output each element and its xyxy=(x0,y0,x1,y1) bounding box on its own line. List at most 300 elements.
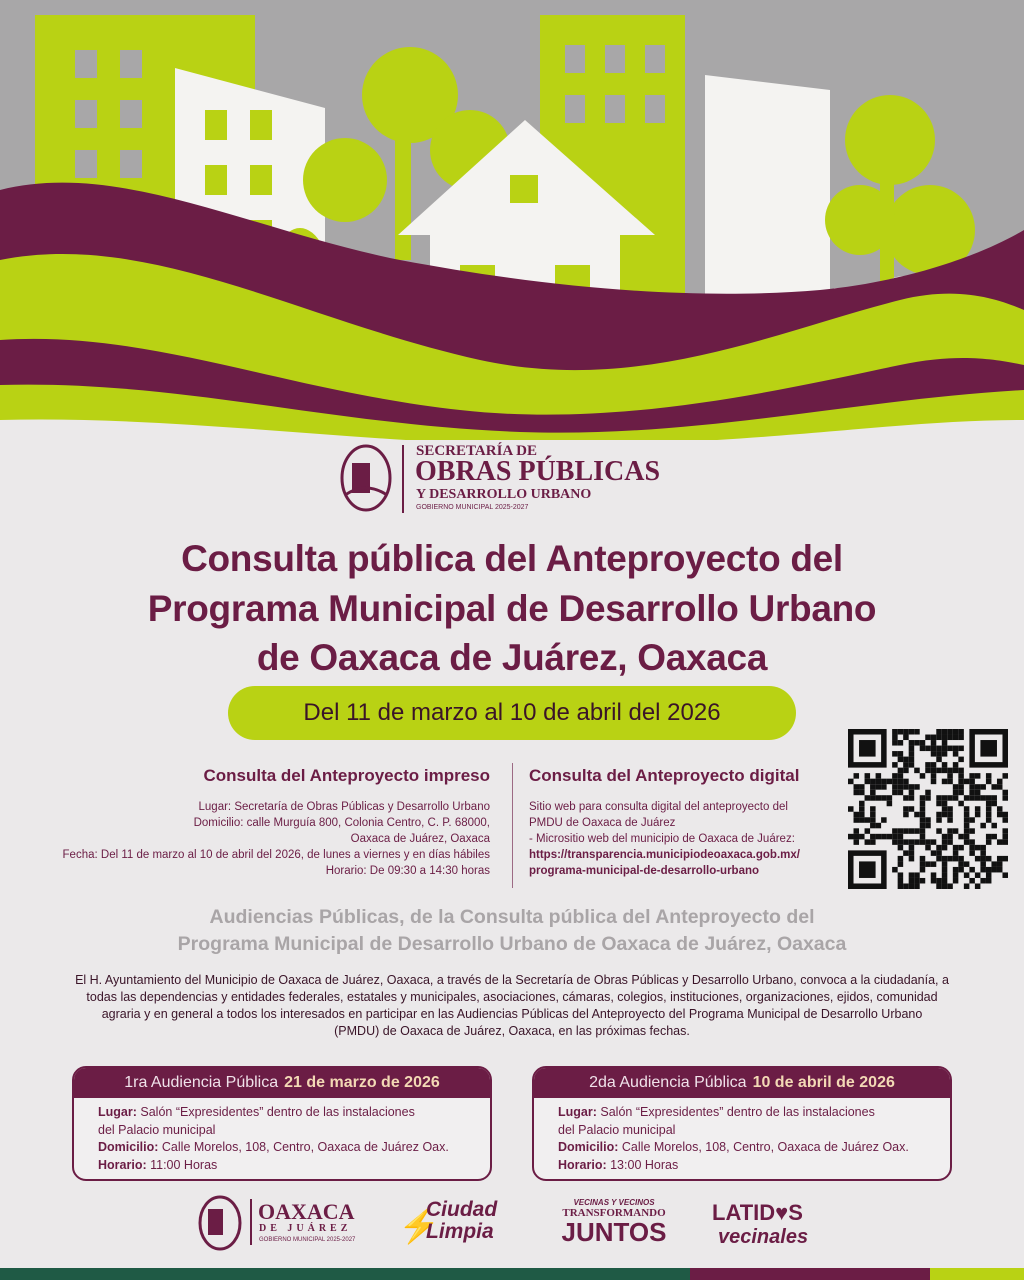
qr-module xyxy=(870,784,876,790)
qr-module xyxy=(903,795,909,801)
printed-line: Domicilio: calle Murguía 800, Colonia Centro, C. P. 68000, xyxy=(193,817,490,829)
qr-module xyxy=(914,784,920,790)
domicilio-value: Calle Morelos, 108, Centro, Oaxaca de Juárez Oax. xyxy=(621,1140,909,1154)
footer-strip-lime xyxy=(930,1268,1024,1280)
qr-module xyxy=(953,856,959,862)
qr-module xyxy=(942,856,948,862)
qr-module xyxy=(925,762,931,768)
qr-module xyxy=(920,856,926,862)
digital-details xyxy=(529,799,849,879)
digital-heading: Consulta del Anteproyecto digital xyxy=(529,766,800,785)
qr-module xyxy=(903,762,909,768)
qr-module xyxy=(969,784,975,790)
qr-module xyxy=(865,828,871,834)
qr-module xyxy=(964,795,970,801)
paragraph-line: (PMDU) de Oaxaca de Juárez, Oaxaca, en las próximas fechas. xyxy=(334,1024,690,1038)
qr-module xyxy=(936,883,942,889)
qr-module xyxy=(909,790,915,796)
qr-module xyxy=(854,817,860,823)
qr-module xyxy=(964,779,970,785)
qr-module xyxy=(958,861,964,867)
latidos-logo xyxy=(712,1200,832,1249)
qr-module xyxy=(920,839,926,845)
printed-line: Oaxaca de Juárez, Oaxaca xyxy=(350,833,490,845)
qr-module xyxy=(969,790,975,796)
hearing-header xyxy=(74,1068,490,1098)
qr-module xyxy=(958,773,964,779)
qr-module xyxy=(898,834,904,840)
lugar-value-cont: del Palacio municipal xyxy=(558,1122,676,1137)
qr-module xyxy=(909,845,915,851)
qr-module xyxy=(958,757,964,763)
qr-module xyxy=(892,790,898,796)
qr-module xyxy=(969,867,975,873)
qr-module xyxy=(975,795,981,801)
qr-module xyxy=(997,861,1003,867)
qr-module xyxy=(975,773,981,779)
qr-module xyxy=(909,751,915,757)
printed-line: Lugar: Secretaría de Obras Públicas y Desarrollo Urbano xyxy=(198,801,490,813)
qr-module xyxy=(914,828,920,834)
qr-module xyxy=(975,883,981,889)
qr-code-icon[interactable] xyxy=(848,728,1008,890)
gobierno-text: GOBIERNO MUNICIPAL 2025-2027 xyxy=(259,1237,356,1243)
qr-module xyxy=(1002,834,1008,840)
qr-module xyxy=(997,784,1003,790)
qr-module xyxy=(909,746,915,752)
hearing-card-1 xyxy=(72,1066,492,1181)
qr-module xyxy=(909,828,915,834)
qr-module xyxy=(898,757,904,763)
qr-module xyxy=(942,762,948,768)
qr-module xyxy=(953,746,959,752)
qr-module xyxy=(953,828,959,834)
qr-module xyxy=(991,867,997,873)
qr-module xyxy=(958,834,964,840)
qr-module xyxy=(903,779,909,785)
qr-module xyxy=(975,790,981,796)
qr-module xyxy=(991,861,997,867)
qr-module xyxy=(980,861,986,867)
qr-module xyxy=(914,740,920,746)
qr-module xyxy=(920,795,926,801)
qr-module xyxy=(903,735,909,741)
qr-module xyxy=(964,872,970,878)
qr-module xyxy=(870,779,876,785)
qr-module xyxy=(887,834,893,840)
qr-module xyxy=(942,872,948,878)
qr-module xyxy=(898,790,904,796)
qr-module xyxy=(925,790,931,796)
qr-module xyxy=(980,823,986,829)
qr-module xyxy=(947,817,953,823)
hearing-card-2 xyxy=(532,1066,952,1181)
printed-line: Horario: De 09:30 a 14:30 horas xyxy=(325,865,490,877)
qr-module xyxy=(881,834,887,840)
qr-module xyxy=(898,845,904,851)
qr-module xyxy=(892,751,898,757)
qr-module xyxy=(969,795,975,801)
qr-module xyxy=(958,856,964,862)
qr-module xyxy=(870,806,876,812)
qr-module xyxy=(931,768,937,774)
qr-module xyxy=(947,883,953,889)
qr-module xyxy=(947,768,953,774)
qr-module xyxy=(892,867,898,873)
qr-module xyxy=(854,828,860,834)
qr-module xyxy=(920,867,926,873)
qr-module xyxy=(848,806,854,812)
qr-module xyxy=(969,845,975,851)
qr-module xyxy=(903,839,909,845)
qr-module xyxy=(1002,795,1008,801)
qr-module xyxy=(903,850,909,856)
qr-module xyxy=(980,878,986,884)
qr-module xyxy=(936,856,942,862)
qr-module xyxy=(942,806,948,812)
oaxaca-logo xyxy=(198,1193,368,1253)
hearing-header xyxy=(534,1068,950,1098)
qr-module xyxy=(997,812,1003,818)
qr-module xyxy=(936,828,942,834)
qr-module xyxy=(942,729,948,735)
qr-module xyxy=(975,806,981,812)
qr-module xyxy=(958,735,964,741)
qr-module xyxy=(991,834,997,840)
qr-module xyxy=(914,839,920,845)
paragraph-line: El H. Ayuntamiento del Municipio de Oaxaca de Juárez, Oaxaca, a través de la Secretaría de Obras Públicas y Desarrollo Urbano, convoca a la ciudadanía, a xyxy=(75,973,949,987)
qr-module xyxy=(920,817,926,823)
qr-module xyxy=(898,828,904,834)
qr-module xyxy=(953,790,959,796)
juntos-logo xyxy=(554,1198,674,1245)
qr-module xyxy=(931,872,937,878)
qr-module xyxy=(953,867,959,873)
qr-module xyxy=(942,746,948,752)
qr-module xyxy=(980,795,986,801)
qr-module xyxy=(953,751,959,757)
qr-module xyxy=(986,839,992,845)
qr-module xyxy=(865,817,871,823)
qr-module xyxy=(1002,817,1008,823)
qr-module xyxy=(920,801,926,807)
qr-module xyxy=(947,746,953,752)
qr-module xyxy=(881,795,887,801)
qr-module xyxy=(975,812,981,818)
qr-module xyxy=(898,861,904,867)
printed-heading: Consulta del Anteproyecto impreso xyxy=(203,766,490,785)
qr-module xyxy=(920,773,926,779)
qr-module xyxy=(986,795,992,801)
qr-module xyxy=(964,812,970,818)
qr-module xyxy=(892,735,898,741)
qr-module xyxy=(964,834,970,840)
qr-module xyxy=(958,845,964,851)
qr-module xyxy=(876,784,882,790)
lugar-label: Lugar: xyxy=(558,1105,597,1119)
qr-module xyxy=(892,779,898,785)
qr-module xyxy=(936,795,942,801)
title-line1: Consulta pública del Anteproyecto del xyxy=(181,538,843,579)
municipal-emblem-icon xyxy=(340,443,392,513)
qr-module xyxy=(909,872,915,878)
qr-module xyxy=(931,746,937,752)
microsite-link-cont[interactable]: programa-municipal-de-desarrollo-urbano xyxy=(529,865,760,877)
qr-module xyxy=(859,740,876,757)
qr-module xyxy=(964,823,970,829)
qr-module xyxy=(986,773,992,779)
qr-module xyxy=(870,795,876,801)
qr-module xyxy=(870,839,876,845)
qr-module xyxy=(942,801,948,807)
qr-module xyxy=(942,740,948,746)
qr-module xyxy=(859,801,865,807)
qr-module xyxy=(969,828,975,834)
qr-module xyxy=(936,735,942,741)
qr-module xyxy=(892,784,898,790)
qr-module xyxy=(942,834,948,840)
qr-module xyxy=(887,801,893,807)
qr-module xyxy=(887,795,893,801)
qr-module xyxy=(854,784,860,790)
qr-module xyxy=(1002,872,1008,878)
qr-module xyxy=(958,801,964,807)
qr-module xyxy=(1002,828,1008,834)
city-illustration xyxy=(0,0,1024,440)
qr-module xyxy=(947,806,953,812)
qr-module xyxy=(958,779,964,785)
qr-module xyxy=(986,856,992,862)
qr-module xyxy=(870,812,876,818)
qr-module xyxy=(1002,856,1008,862)
qr-module xyxy=(1002,773,1008,779)
hearing-label: 1ra Audiencia Pública xyxy=(124,1074,279,1091)
digital-line: - Micrositio web del municipio de Oaxaca de Juárez: xyxy=(529,833,795,845)
qr-module xyxy=(903,806,909,812)
qr-module xyxy=(854,790,860,796)
qr-module xyxy=(997,806,1003,812)
qr-module xyxy=(903,768,909,774)
qr-module xyxy=(859,790,865,796)
ciudad-text: Ciudad xyxy=(426,1198,498,1221)
qr-module xyxy=(953,784,959,790)
qr-module xyxy=(942,779,948,785)
qr-module xyxy=(947,828,953,834)
qr-module xyxy=(848,834,854,840)
qr-module xyxy=(881,817,887,823)
qr-module xyxy=(870,834,876,840)
qr-module xyxy=(887,779,893,785)
qr-module xyxy=(859,817,865,823)
lugar-value: Salón “Expresidentes” dentro de las instalaciones xyxy=(140,1105,415,1119)
qr-module xyxy=(848,779,854,785)
qr-module xyxy=(953,845,959,851)
qr-module xyxy=(936,817,942,823)
qr-module xyxy=(958,729,964,735)
qr-module xyxy=(914,883,920,889)
qr-module xyxy=(1002,812,1008,818)
qr-module xyxy=(991,823,997,829)
vecinas-text: VECINAS Y VECINOS xyxy=(573,1198,655,1207)
horario-value: 11:00 Horas xyxy=(150,1157,218,1172)
qr-module xyxy=(898,729,904,735)
qr-module xyxy=(909,729,915,735)
qr-module xyxy=(876,779,882,785)
qr-module xyxy=(914,812,920,818)
qr-module xyxy=(942,812,948,818)
qr-module xyxy=(953,872,959,878)
qr-module xyxy=(909,856,915,862)
qr-module xyxy=(1002,839,1008,845)
qr-module xyxy=(898,779,904,785)
qr-module xyxy=(892,828,898,834)
qr-module xyxy=(909,762,915,768)
horario-label: Horario: xyxy=(558,1157,607,1172)
municipal-emblem-icon xyxy=(198,1195,242,1251)
oaxaca-text: OAXACA xyxy=(258,1199,355,1224)
printed-details xyxy=(0,799,490,879)
qr-module xyxy=(975,784,981,790)
qr-module xyxy=(958,746,964,752)
qr-module xyxy=(931,779,937,785)
qr-module xyxy=(964,883,970,889)
qr-module xyxy=(986,812,992,818)
domicilio-label: Domicilio: xyxy=(98,1140,159,1154)
qr-module xyxy=(936,751,942,757)
qr-module xyxy=(969,817,975,823)
vecinales-text: vecinales xyxy=(718,1226,809,1248)
qr-module xyxy=(936,729,942,735)
qr-module xyxy=(964,806,970,812)
qr-module xyxy=(991,795,997,801)
qr-module xyxy=(980,867,986,873)
qr-module xyxy=(975,872,981,878)
paragraph-line: agraria y en general a todos los interesados en participar en las Audiencias Públicas del Anteproyecto del Programa Municipal de Desarrollo Urbano xyxy=(101,1007,923,1021)
qr-module xyxy=(986,817,992,823)
qr-module xyxy=(1002,790,1008,796)
qr-module xyxy=(975,845,981,851)
qr-module xyxy=(909,878,915,884)
digital-line: Sitio web para consulta digital del anteproyecto del xyxy=(529,801,788,813)
qr-module xyxy=(942,883,948,889)
qr-module xyxy=(947,735,953,741)
qr-module xyxy=(881,784,887,790)
lugar-value: Salón “Expresidentes” dentro de las instalaciones xyxy=(600,1105,875,1119)
qr-module xyxy=(903,729,909,735)
qr-module xyxy=(870,817,876,823)
qr-module xyxy=(920,861,926,867)
paragraph-line: todas las dependencias y entidades federales, estatales y municipales, asociaciones, cámaras, colegios, instituciones, organizaciones, ejidos, comunidad xyxy=(86,990,938,1004)
qr-module xyxy=(925,861,931,867)
qr-module xyxy=(931,740,937,746)
qr-module xyxy=(936,850,942,856)
qr-module xyxy=(936,768,942,774)
logo-line3: Y DESARROLLO URBANO xyxy=(416,487,592,502)
qr-module xyxy=(909,839,915,845)
audiencias-heading-line2: Programa Municipal de Desarrollo Urbano de Oaxaca de Juárez, Oaxaca xyxy=(177,933,847,955)
qr-module xyxy=(898,839,904,845)
qr-module xyxy=(942,751,948,757)
qr-module xyxy=(892,839,898,845)
qr-module xyxy=(859,806,865,812)
qr-module xyxy=(980,856,986,862)
qr-module xyxy=(936,801,942,807)
qr-module xyxy=(909,883,915,889)
printed-line: Fecha: Del 11 de marzo al 10 de abril del 2026, de lunes a viernes y en días hábiles xyxy=(62,849,490,861)
qr-module xyxy=(986,806,992,812)
qr-module xyxy=(909,740,915,746)
qr-module xyxy=(986,834,992,840)
qr-module xyxy=(997,779,1003,785)
qr-module xyxy=(964,828,970,834)
qr-module xyxy=(947,779,953,785)
qr-module xyxy=(920,834,926,840)
qr-module xyxy=(854,812,860,818)
hearing-date: 10 de abril de 2026 xyxy=(752,1074,895,1091)
qr-module xyxy=(936,746,942,752)
qr-module xyxy=(892,729,898,735)
qr-module xyxy=(975,856,981,862)
qr-module xyxy=(969,839,975,845)
logo-line1: SECRETARÍA DE xyxy=(416,443,538,459)
qr-module xyxy=(920,828,926,834)
domicilio-label: Domicilio: xyxy=(558,1140,619,1154)
qr-module xyxy=(947,839,953,845)
qr-module xyxy=(903,757,909,763)
hearing-date: 21 de marzo de 2026 xyxy=(284,1074,440,1091)
qr-module xyxy=(859,812,865,818)
digital-line: PMDU de Oaxaca de Juárez xyxy=(529,817,676,829)
lugar-value-cont: del Palacio municipal xyxy=(98,1122,216,1137)
qr-module xyxy=(898,856,904,862)
qr-module xyxy=(925,746,931,752)
qr-module xyxy=(870,823,876,829)
footer-strip-green xyxy=(0,1268,690,1280)
qr-module xyxy=(925,845,931,851)
qr-module xyxy=(958,784,964,790)
lightning-icon: ⚡ xyxy=(398,1207,441,1245)
qr-module xyxy=(986,801,992,807)
hearing-label: 2da Audiencia Pública xyxy=(589,1074,747,1091)
secretaria-logo xyxy=(338,440,698,520)
qr-module xyxy=(892,773,898,779)
qr-module xyxy=(947,812,953,818)
qr-module xyxy=(876,773,882,779)
qr-module xyxy=(898,751,904,757)
domicilio-value: Calle Morelos, 108, Centro, Oaxaca de Juárez Oax. xyxy=(161,1140,449,1154)
qr-module xyxy=(980,740,997,757)
ciudad-limpia-logo xyxy=(398,1198,518,1248)
footer-strip-maroon xyxy=(690,1268,930,1280)
qr-module xyxy=(964,817,970,823)
qr-module xyxy=(909,795,915,801)
qr-module xyxy=(881,779,887,785)
qr-module xyxy=(931,878,937,884)
qr-module xyxy=(942,795,948,801)
qr-module xyxy=(947,856,953,862)
date-range-pill: Del 11 de marzo al 10 de abril del 2026 xyxy=(228,686,796,740)
qr-module xyxy=(947,834,953,840)
horario-value: 13:00 Horas xyxy=(610,1157,679,1172)
qr-module xyxy=(997,839,1003,845)
microsite-link[interactable]: https://transparencia.municipiodeoaxaca.gob.mx/ xyxy=(529,849,800,861)
qr-module xyxy=(903,828,909,834)
qr-module xyxy=(898,784,904,790)
qr-module xyxy=(969,773,975,779)
qr-module xyxy=(859,834,865,840)
qr-module xyxy=(969,850,975,856)
qr-module xyxy=(986,867,992,873)
